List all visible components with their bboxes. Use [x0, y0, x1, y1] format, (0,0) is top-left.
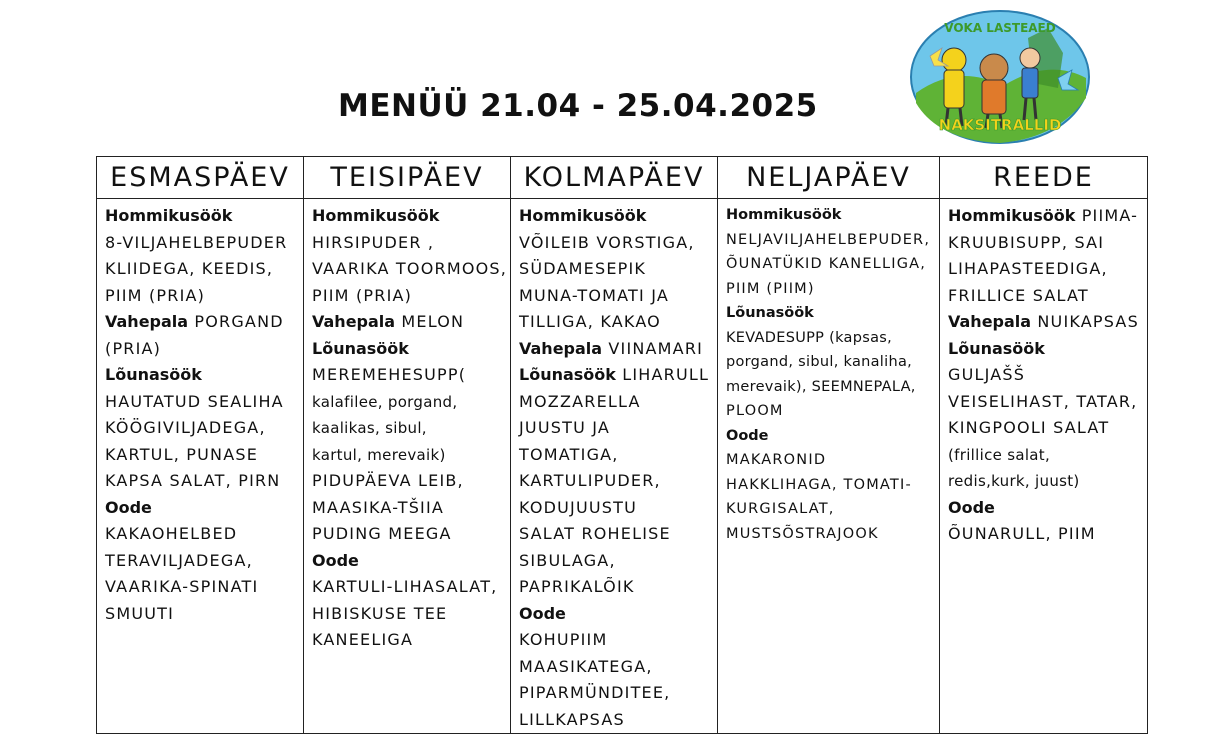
menu-line: GULJAŠŠ [948, 365, 1026, 384]
logo-top-text: VOKA LASTEAED [944, 21, 1056, 35]
menu-line: MELON [401, 312, 465, 331]
menu-line: KARTULIPUDER, [519, 471, 661, 490]
day-header-thursday: NELJAPÄEV [718, 157, 940, 199]
logo-graphic [908, 8, 1092, 146]
menu-line: FRILLICE SALAT [948, 285, 1089, 305]
kindergarten-logo [908, 8, 1092, 146]
meal-label-breakfast: Hommikusöök [726, 207, 842, 223]
day-header-tuesday: TEISIPÄEV [304, 157, 511, 199]
menu-line: PIIM (PRIA) [105, 285, 206, 305]
meal-label-lunch: Lõunasöök [726, 305, 814, 321]
menu-line: SÜDAMESEPIK [519, 259, 647, 278]
menu-row [97, 199, 1148, 734]
menu-line: HAKKLIHAGA, TOMATI- [726, 476, 912, 493]
menu-line: TERAVILJADEGA, [105, 550, 253, 570]
menu-line: KAKAOHELBED [105, 524, 238, 543]
menu-line: KOHUPIIM [519, 630, 608, 649]
menu-line: NUIKAPSAS [1037, 312, 1139, 331]
meal-label-afternoon: Oode [726, 427, 769, 444]
menu-line: kalafilee, porgand, [312, 392, 458, 411]
menu-line: PORGAND [194, 312, 284, 331]
menu-line: NELJAVILJAHELBEPUDER, [726, 231, 931, 248]
menu-line: PIIMA- [1081, 206, 1139, 225]
menu-line: VAARIKA-SPINATI [105, 577, 259, 596]
meal-label-lunch: Lõunasöök [519, 365, 616, 384]
menu-line: PAPRIKALÕIK [519, 577, 635, 596]
menu-line: SIBULAGA, [519, 550, 616, 570]
menu-line: SALAT ROHELISE [519, 524, 671, 543]
meal-label-snack: Vahepala [105, 312, 189, 331]
menu-line: PIIM (PRIA) [312, 285, 413, 305]
menu-cell-friday [940, 199, 1148, 734]
menu-line: KANEELIGA [312, 630, 414, 649]
menu-line: TILLIGA, KAKAO [519, 312, 661, 331]
menu-line: MAASIKATEGA, [519, 656, 653, 676]
meal-label-afternoon: Oode [105, 497, 152, 517]
menu-line: MOZZARELLA [519, 391, 641, 411]
menu-line: merevaik), SEEMNEPALA, [726, 378, 916, 395]
menu-line: MAKARONID [726, 452, 827, 468]
menu-line: PUDING MEEGA [312, 524, 452, 543]
menu-line: LIHAPASTEEDIGA, [948, 259, 1108, 278]
menu-line: 8-VILJAHELBEPUDER [105, 232, 288, 252]
menu-line: VEISELIHAST, TATAR, [948, 391, 1138, 411]
meal-label-breakfast: Hommikusöök [312, 206, 440, 225]
logo-bottom-text: NAKSITRALLID [938, 116, 1062, 134]
meal-label-afternoon: Oode [519, 603, 566, 623]
menu-line: MUSTSÕSTRAJOOK [726, 525, 879, 542]
menu-line: KODUJUUSTU [519, 497, 638, 517]
meal-label-snack: Vahepala [948, 312, 1032, 331]
menu-line: MEREMEHESUPP( [312, 365, 467, 384]
menu-line: PIPARMÜNDITEE, [519, 683, 671, 702]
menu-line: KARTULI-LIHASALAT, [312, 577, 498, 596]
menu-line: PIIM (PIIM) [726, 280, 815, 297]
menu-line: KARTUL, PUNASE [105, 444, 259, 464]
menu-line: kartul, merevaik) [312, 445, 446, 464]
meal-label-afternoon: Oode [948, 497, 995, 517]
menu-line: ÕUNATÜKID KANELLIGA, [726, 256, 927, 272]
menu-line: KAPSA SALAT, PIRN [105, 471, 281, 490]
meal-label-breakfast: Hommikusöök [948, 206, 1076, 225]
menu-cell-wednesday [511, 199, 718, 734]
menu-line: HAUTATUD SEALIHA [105, 391, 284, 411]
day-header-monday: ESMASPÄEV [97, 157, 304, 199]
menu-line: MUNA-TOMATI JA [519, 285, 670, 305]
menu-line: HIBISKUSE TEE [312, 603, 448, 623]
menu-line: HIRSIPUDER , [312, 232, 435, 252]
menu-line: LIHARULL [622, 365, 710, 384]
meal-label-snack: Vahepala [519, 338, 603, 358]
menu-cell-tuesday [304, 199, 511, 734]
meal-label-breakfast: Hommikusöök [519, 206, 647, 225]
menu-line: (PRIA) [105, 338, 162, 358]
menu-line: ÕUNARULL, PIIM [948, 524, 1096, 543]
menu-cell-monday [97, 199, 304, 734]
menu-line: redis,kurk, juust) [948, 472, 1080, 490]
day-header-wednesday: KOLMAPÄEV [511, 157, 718, 199]
menu-line: kaalikas, sibul, [312, 419, 427, 437]
menu-line: KURGISALAT, [726, 501, 835, 517]
menu-line: TOMATIGA, [519, 444, 619, 464]
page-title: MENÜÜ 21.04 - 25.04.2025 [338, 88, 818, 124]
menu-line: LILLKAPSAS [519, 709, 625, 729]
meal-label-lunch: Lõunasöök [948, 338, 1045, 358]
menu-line: JUUSTU JA [519, 418, 611, 437]
menu-line: VIINAMARI [608, 338, 704, 358]
menu-line: KÖÖGIVILJADEGA, [105, 418, 266, 437]
menu-cell-thursday [718, 199, 940, 734]
meal-label-lunch: Lõunasöök [105, 365, 202, 384]
menu-line: PIDUPÄEVA LEIB, [312, 471, 464, 490]
menu-line: (frillice salat, [948, 445, 1051, 464]
menu-line: KEVADESUPP (kapsas, [726, 329, 893, 346]
menu-line: VAARIKA TOORMOOS, [312, 259, 508, 278]
menu-line: porgand, sibul, kanaliha, [726, 354, 913, 370]
meal-label-snack: Vahepala [312, 312, 396, 331]
day-header-row [97, 157, 1148, 199]
meal-label-breakfast: Hommikusöök [105, 206, 233, 225]
menu-line: MAASIKA-TŠIIA [312, 497, 445, 517]
day-header-friday: REEDE [940, 157, 1148, 199]
menu-line: KLIIDEGA, KEEDIS, [105, 259, 274, 278]
menu-line: KRUUBISUPP, SAI [948, 232, 1105, 252]
menu-line: KINGPOOLI SALAT [948, 418, 1110, 437]
meal-label-lunch: Lõunasöök [312, 338, 409, 358]
menu-line: VÕILEIB VORSTIGA, [519, 232, 695, 252]
meal-label-afternoon: Oode [312, 550, 359, 570]
weekly-menu-table [96, 156, 1148, 734]
menu-line: SMUUTI [105, 603, 175, 623]
menu-line: PLOOM [726, 403, 784, 419]
